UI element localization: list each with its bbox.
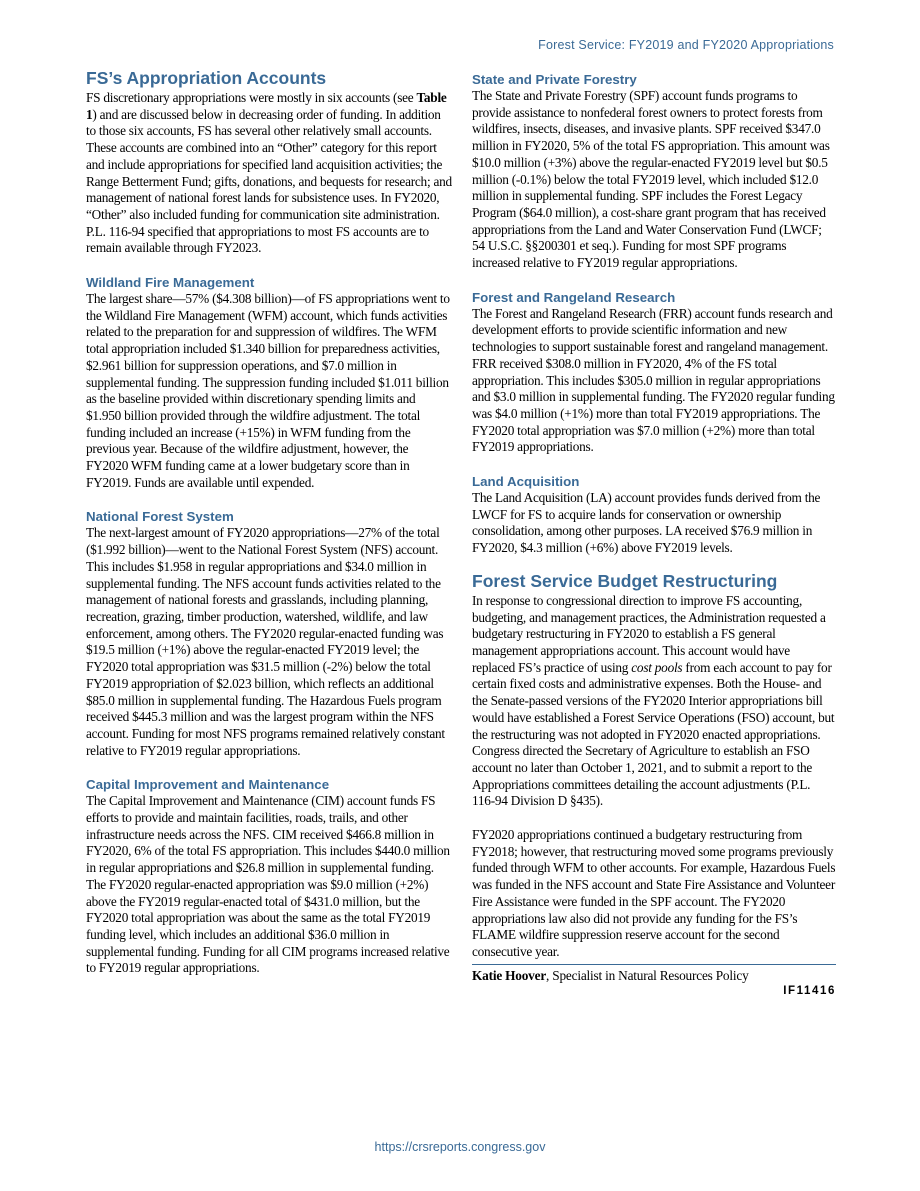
accounts-text-post: ) and are discussed below in decreasing order of funding. In addition to those six accounts, FS has several other relatively small accounts. These accounts are combined into an “Other” category for this report and include appropriations for specified land acquisition activities; the Range Betterment Fund; gifts, donations, and bequests for research; and management of national forest lands for subsistence uses. In FY2020, “Other” also included funding for communication site administration. P.L. 116-94 specified that appropriations to most FS accounts are to remain available through FY2023. [86, 106, 452, 256]
running-header-title: Forest Service: FY2019 and FY2020 Appropriations [538, 38, 834, 52]
national-forest-system-paragraph: The next-largest amount of FY2020 appropriations—27% of the total ($1.992 billion)—went to the National Forest System (NFS) account. This includes $1.958 in regular appropriations and $34.0 million in supplemental funding. The NFS account funds activities related to the management of national forests and grasslands, including planning, recreation, grazing, timber production, watershed, wildlife, and law enforcement, among others. The FY2020 regular-enacted funding was $19.5 million (+1%) above the regular-enacted FY2019 level; the FY2020 total appropriation was $31.5 million (-2%) below the total FY2019 appropriation of $2.023 billion, which reflects an additional $85.0 million in supplemental funding. The Hazardous Fuels program received $445.3 million and was the largest program within the NFS account. Funding for most NFS programs remained relatively constant relative to FY2019 regular appropriations. [86, 525, 445, 758]
section-heading-accounts: FS’s Appropriation Accounts [86, 68, 327, 88]
section-heading-budget-restructuring: Forest Service Budget Restructuring [472, 570, 778, 591]
capital-improvement-paragraph: The Capital Improvement and Maintenance (CIM) account funds FS efforts to provide and maintain facilities, roads, trails, and other infrastructure needs across the NFS. CIM received $466.8 million in FY2020, 6% of the total FS appropriation. This includes $440.0 million in regular appropriations and $26.8 million in supplemental funding. The FY2020 regular-enacted appropriation was $9.0 million (+2%) above the FY2019 regular-enacted total of $431.0 million, but the FY2020 total appropriation was about the same as the total FY2019 funding level, which includes an additional $36.0 million in supplemental funding. Funding for all CIM programs increased relative to FY2019 regular appropriations. [86, 793, 450, 976]
restructuring-text-post: from each account to pay for certain fixed costs and administrative expenses. Both the House- and the Senate-passed versions of the FY2020 Interior appropriations bill would have established a Forest Service Operations (FSO) account, but the restructuring was not adopted in FY2020 enacted appropriations. Congress directed the Secretary of Agriculture to establish an FSO account no later than October 1, 2021, and to submit a report to the Appropriations committees detailing the account adjustments (P.L. 116-94 Division D §435). [472, 659, 835, 809]
table-1-reference: Table 1 [86, 90, 447, 122]
footer-url-link[interactable]: https://crsreports.congress.gov [374, 1140, 546, 1154]
subheading-state-private-forestry: State and Private Forestry [472, 72, 637, 87]
subheading-wildland-fire: Wildland Fire Management [86, 275, 255, 291]
accounts-text-pre: FS discretionary appropriations were mostly in six accounts (see [86, 90, 417, 105]
author-line [472, 964, 836, 984]
cost-pools-term: cost pools [631, 659, 683, 675]
land-acquisition-paragraph: The Land Acquisition (LA) account provides funds derived from the LWCF for FS to acquire lands for conservation or ownership consolidation, among other purposes. LA received $76.9 million in FY2020, $4.3 million (+6%) above FY2019 levels. [472, 490, 821, 556]
subheading-forest-rangeland-research: Forest and Rangeland Research [472, 289, 676, 305]
restructuring-paragraph-1 [472, 593, 836, 810]
author-role: , Specialist in Natural Resources Policy [546, 967, 749, 983]
wildland-fire-paragraph: The largest share—57% ($4.308 billion)—of FS appropriations went to the Wildland Fire Management (WFM) account, which funds activities related to the preparation for and suppression of wildfires. The WFM total appropriation included $1.340 billion for preparedness activities, $2.961 billion for suppression operations, and $7.0 million in supplemental funding. The suppression funding included $1.011 billion as the baseline provided within discretionary spending limits and $1.950 billion provided through the wildfire adjustment. The total funding included an increase (+15%) in WFM funding from the previous year. Because of the wildfire adjustment, however, the FY2020 WFM funding came at a lower budgetary score than in FY2019. Funds are available until expended. [86, 291, 450, 490]
author-name: Katie Hoover [472, 967, 547, 983]
left-column [86, 68, 452, 977]
forest-rangeland-research-paragraph: The Forest and Rangeland Research (FRR) account funds research and development efforts to provide scientific information and new technologies to support sustainable forest and rangeland management. FRR received $308.0 million in FY2020, 4% of the FS total appropriation. This includes $305.0 million in regular appropriations and $3.0 million in supplemental funding. The FY2020 regular funding was $4.0 million (+1%) more than total FY2019 appropriations. The FY2020 total appropriation was $7.0 million (+2%) more than total FY2019 appropriations. [472, 305, 835, 455]
subheading-land-acquisition: Land Acquisition [472, 474, 580, 490]
subheading-capital-improvement: Capital Improvement and Maintenance [86, 777, 330, 793]
accounts-paragraph [86, 90, 452, 257]
subheading-national-forest-system: National Forest System [86, 509, 234, 525]
state-private-forestry-paragraph: The State and Private Forestry (SPF) account funds programs to provide assistance to nonfederal forest owners to protect forests from wildfires, insects, diseases, and invasive plants. SPF received $347.0 million in FY2020, 5% of the total FS appropriation. This amount was $10.0 million (+3%) above the regular-enacted FY2019 level but $0.5 million (-0.1%) below the total FY2019 level, which included $12.0 million in supplemental funding. SPF includes the Forest Legacy Program ($64.0 million), a cost-share grant program that has received appropriations from the Land and Water Conservation Fund (LWCF; 54 U.S.C. §§200301 et seq.). Funding for most SPF programs increased relative to FY2019 regular appropriations. [472, 88, 830, 271]
right-column [472, 68, 836, 997]
restructuring-text-pre: In response to congressional direction to improve FS accounting, budgeting, and management practices, the Administration requested a budgetary restructuring in FY2020 to establish a FS general management appropriations account. This account would have replaced FS’s practice of using [472, 592, 826, 675]
restructuring-paragraph-2: FY2020 appropriations continued a budgetary restructuring from FY2018; however, that restructuring moved some programs previously funded through WFM to other accounts. For example, Hazardous Fuels was funded in the NFS account and State Fire Assistance and Volunteer Fire Assistance were funded in the SPF account. The FY2020 appropriations law also did not provide any funding for the FS’s FLAME wildfire suppression reserve account for the second consecutive year. [472, 827, 836, 959]
document-id: IF11416 [783, 984, 836, 997]
